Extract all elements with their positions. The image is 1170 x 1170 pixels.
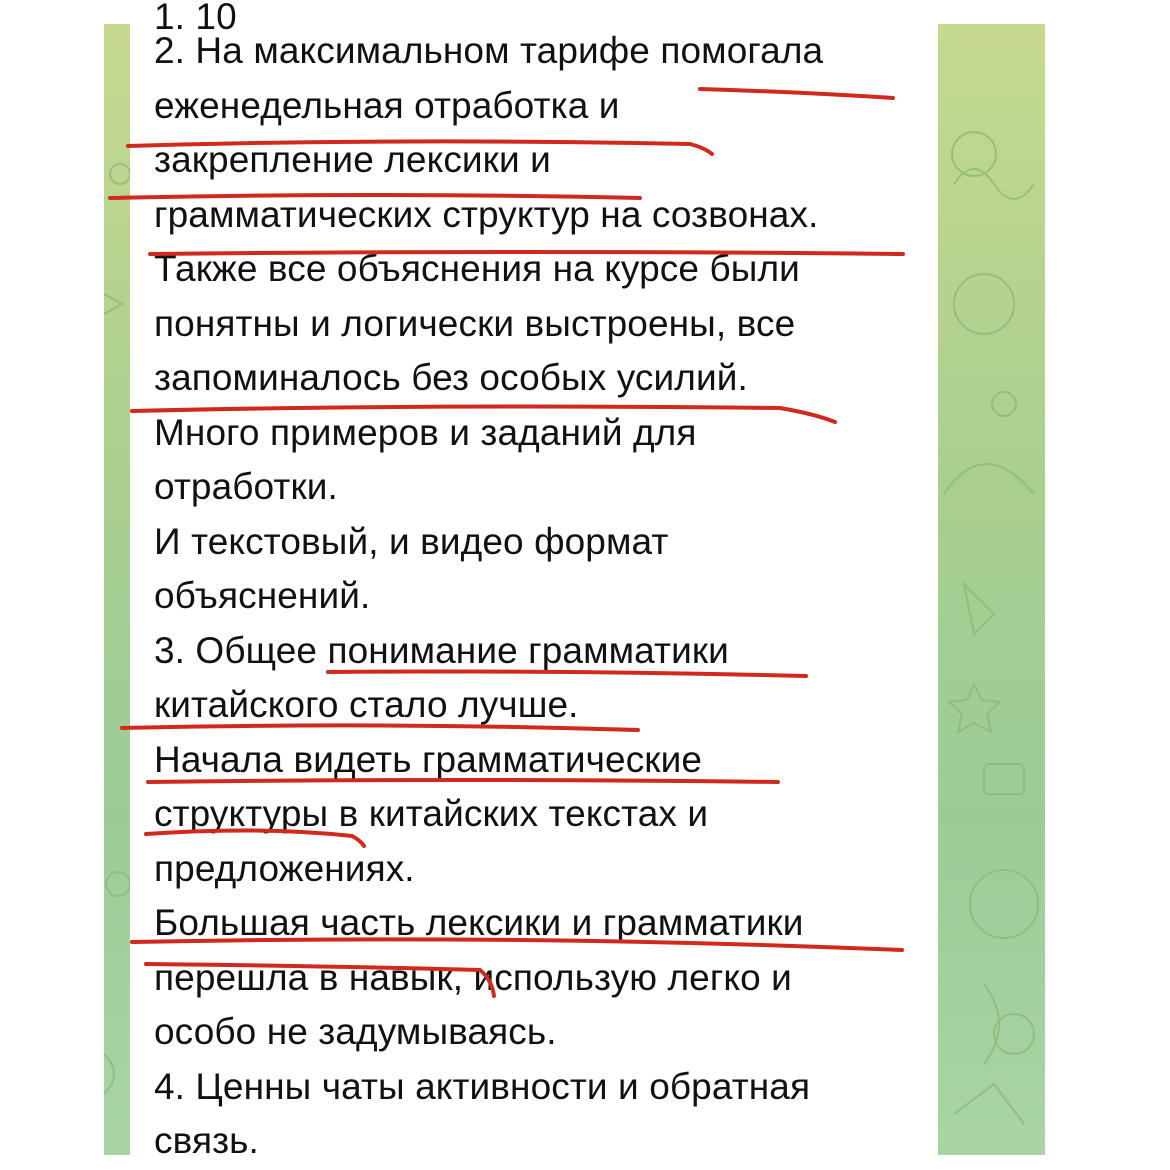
- text-line: особо не задумываясь.: [154, 1011, 557, 1052]
- text-line: структуры в китайских текстах и: [154, 793, 709, 834]
- text-line: Много примеров и заданий для: [154, 411, 697, 453]
- text-line: связь.: [154, 1120, 259, 1161]
- text-line: Начала видеть грамматические: [154, 738, 703, 780]
- text-line: Большая часть лексики и грамматики: [154, 902, 804, 943]
- text-line: грамматических структур на созвонах.: [154, 193, 819, 235]
- text-line: Также все объяснения на курсе были: [154, 248, 800, 289]
- message-text: [154, 0, 924, 1169]
- text-line: запоминалось без особых усилий.: [154, 357, 748, 398]
- text-line: закрепление лексики и: [154, 139, 551, 180]
- text-line: понятны и логически выстроены, все: [154, 302, 796, 344]
- text-line: И текстовый, и видео формат: [154, 520, 669, 562]
- text-line: китайского стало лучше.: [154, 684, 579, 725]
- text-line: 2. На максимальном тарифе помогала: [154, 30, 824, 71]
- text-line: 3. Общее понимание грамматики: [154, 629, 729, 671]
- text-line: отработки.: [154, 466, 338, 507]
- text-line: перешла в навык, использую легко и: [154, 956, 792, 998]
- text-line: 4. Ценны чаты активности и обратная: [154, 1065, 811, 1107]
- text-line: объяснений.: [154, 575, 371, 616]
- text-line: предложениях.: [154, 847, 415, 889]
- text-line: еженедельная отработка и: [154, 84, 620, 126]
- message-bubble: [130, 0, 938, 1161]
- partial-text-line: 1. 10: [154, 0, 237, 37]
